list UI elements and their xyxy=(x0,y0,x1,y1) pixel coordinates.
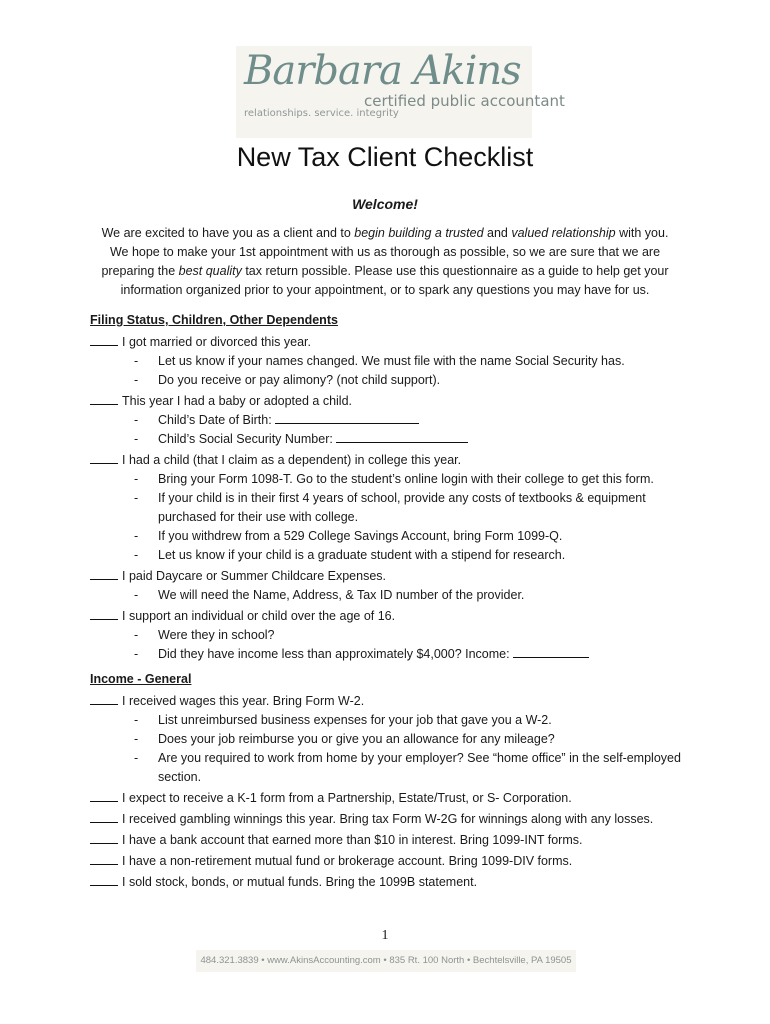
sub-item: - Let us know if your child is a graduate student with a stipend for research. xyxy=(134,548,566,562)
checkbox-blank[interactable] xyxy=(90,810,118,823)
intro-line: information organized prior to your appointment, or to spark any questions you may have for us. xyxy=(120,283,650,297)
checklist-item: This year I had a baby or adopted a child. xyxy=(90,392,710,411)
company-logo xyxy=(236,46,565,138)
sub-item: - Let us know if your names changed. We must file with the name Social Security has. xyxy=(134,354,625,368)
welcome-heading: Welcome! xyxy=(352,196,418,212)
sub-item: - Do you receive or pay alimony? (not child support). xyxy=(134,373,441,387)
intro-line: We hope to make your 1st appointment with us as thorough as possible, so we are sure that we are xyxy=(109,245,661,259)
checklist-item: I received gambling winnings this year. Bring tax Form W-2G for winnings along with any losses. xyxy=(90,810,710,829)
checklist-item: I support an individual or child over the age of 16. xyxy=(90,607,710,626)
checkbox-blank[interactable] xyxy=(90,567,118,580)
checklist xyxy=(90,311,710,892)
checkbox-blank[interactable] xyxy=(90,607,118,620)
checkbox-blank[interactable] xyxy=(90,392,118,405)
sub-item: - Child’s Date of Birth: xyxy=(90,411,710,430)
sub-item: - Bring your Form 1098-T. Go to the student’s online login with their college to get this form. xyxy=(134,472,654,486)
checkbox-blank[interactable] xyxy=(90,873,118,886)
ssn-field[interactable] xyxy=(336,430,468,443)
logo-tagline: relationships. service. integrity xyxy=(244,108,399,119)
sub-item: - If your child is in their first 4 years of school, provide any costs of textbooks & equipment purchased for their use with college. xyxy=(134,491,646,524)
sub-item: - Does your job reimburse you or give you an allowance for any mileage? xyxy=(134,732,555,746)
section-heading-filing: Filing Status, Children, Other Dependents xyxy=(90,313,338,327)
checkbox-blank[interactable] xyxy=(90,789,118,802)
checkbox-blank[interactable] xyxy=(90,333,118,346)
footer-contact: 484.321.3839 • www.AkinsAccounting.com • 835 Rt. 100 North • Bechtelsville, PA 19505 xyxy=(196,950,576,972)
intro-line: preparing the best quality tax return possible. Please use this questionnaire as a guide to help get your xyxy=(101,264,669,278)
sub-item: - List unreimbursed business expenses for your job that gave you a W-2. xyxy=(134,713,552,727)
checklist-item: I have a non-retirement mutual fund or brokerage account. Bring 1099-DIV forms. xyxy=(90,852,710,871)
sub-item: - If you withdrew from a 529 College Savings Account, bring Form 1099-Q. xyxy=(134,529,563,543)
sub-item: - We will need the Name, Address, & Tax ID number of the provider. xyxy=(134,588,525,602)
checklist-item: I sold stock, bonds, or mutual funds. Bring the 1099B statement. xyxy=(90,873,710,892)
page-title: New Tax Client Checklist xyxy=(236,142,534,172)
dob-field[interactable] xyxy=(275,411,419,424)
intro-line: We are excited to have you as a client and to begin building a trusted and valued relationship with you. xyxy=(101,226,669,240)
section-heading-income: Income - General xyxy=(90,672,192,686)
checklist-item: I got married or divorced this year. xyxy=(90,333,710,352)
checkbox-blank[interactable] xyxy=(90,852,118,865)
income-field[interactable] xyxy=(513,645,589,658)
checklist-item: I paid Daycare or Summer Childcare Expenses. xyxy=(90,567,710,586)
page-number: 1 xyxy=(381,928,389,943)
sub-item: - Were they in school? xyxy=(134,628,275,642)
sub-item: - Child’s Social Security Number: xyxy=(90,430,710,449)
checklist-item: I had a child (that I claim as a dependent) in college this year. xyxy=(90,451,710,470)
checkbox-blank[interactable] xyxy=(90,831,118,844)
checklist-item: I expect to receive a K-1 form from a Partnership, Estate/Trust, or S- Corporation. xyxy=(90,789,710,808)
checkbox-blank[interactable] xyxy=(90,451,118,464)
intro-paragraph xyxy=(80,224,690,300)
logo-subtitle: certified public accountant xyxy=(364,92,565,110)
logo-name: Barbara Akins xyxy=(244,48,521,94)
sub-item: - Did they have income less than approximately $4,000? Income: xyxy=(90,645,710,664)
checkbox-blank[interactable] xyxy=(90,692,118,705)
sub-item: - Are you required to work from home by your employer? See “home office” in the self-employed section. xyxy=(134,751,681,784)
checklist-item: I have a bank account that earned more than $10 in interest. Bring 1099-INT forms. xyxy=(90,831,710,850)
checklist-item: I received wages this year. Bring Form W-2. xyxy=(90,692,710,711)
